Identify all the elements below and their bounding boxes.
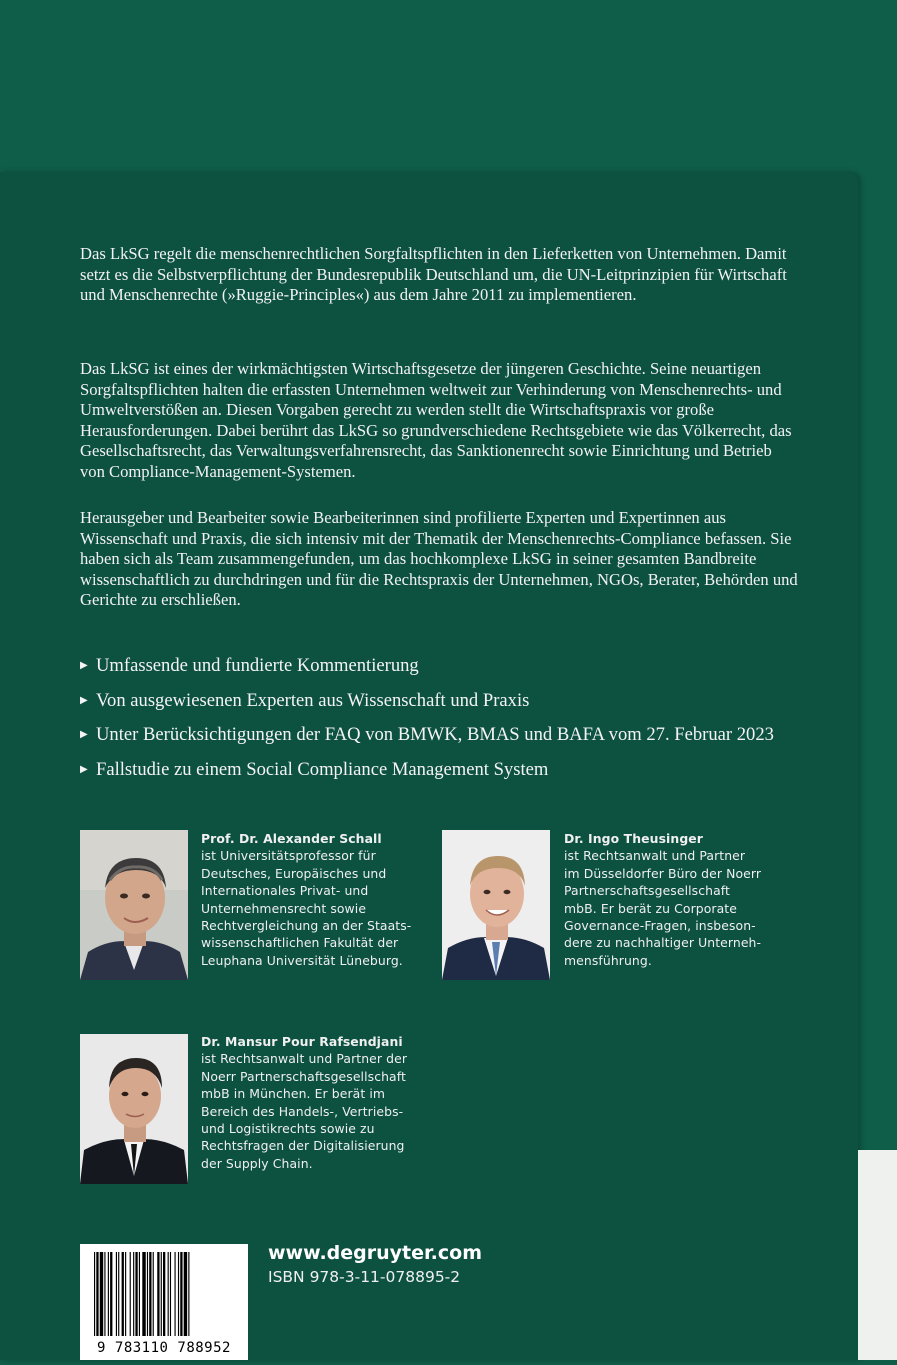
- triangle-bullet-icon: ▶: [80, 729, 88, 740]
- feature-item: [80, 654, 774, 689]
- feature-item: [80, 723, 774, 758]
- feature-list: [80, 654, 774, 792]
- triangle-bullet-icon: ▶: [80, 694, 88, 706]
- author-photo-schall: [80, 830, 188, 980]
- page-edge-strip: [858, 1150, 897, 1360]
- feature-item: [80, 689, 774, 724]
- description-paragraph-2: Das LkSG ist eines der wirkmächtigsten Wirtschaftsgesetze der jüngeren Geschichte. Seine neuartigen Sorgfaltspflichten halten die erfassten Unternehmen weltweit zur Verhinderung von Menschenrechts- und Umweltverstößen an. Diesen Vorgaben gerecht zu werden stellt die Wirtschaftspraxis vor große Herausforderungen. Dabei berührt das LkSG so grundverschiedene Rechtsgebiete wie das Völkerrecht, das Gesellschaftsrecht, das Verwaltungsverfahrensrecht, das Sanktionenrecht sowie Einrichtung und Betrieb von Compliance-Management-Systemen.: [80, 359, 792, 481]
- author-bio-schall: [201, 830, 441, 969]
- author-description: ist Rechtsanwalt und Partner der Noerr Partnerschaftsgesellschaft mbB in München. Er berät im Bereich des Handels-, Vertriebs- und Logistikrechts sowie zu Rechtsfragen der Digitalisierung der Supply Chain.: [201, 1051, 408, 1171]
- author-bio-theusinger: [564, 830, 804, 969]
- description-paragraph-3: Herausgeber und Bearbeiter sowie Bearbeiterinnen sind profilierte Experten und Expertinnen aus Wissenschaft und Praxis, die sich intensiv mit der Thematik der Menschenrechts-Compliance befassen. Sie haben sich als Team zusammengefunden, um das hochkomplexe LkSG in seiner gesamten Bandbreite wissenschaftlich zu durchdringen und für die Rechtspraxis der Unternehmen, NGOs, Berater, Behörden und Gerichte zu erschließen.: [80, 508, 798, 610]
- barcode-digits: 9 783110 788952: [97, 1340, 231, 1356]
- feature-item: [80, 758, 774, 793]
- author-description: ist Rechtsanwalt und Partner im Düsseldorfer Büro der Noerr Partnerschaftsgesellschaft mbB. Er berät zu Corporate Governance-Fragen, insbeson- dere zu nachhaltiger Unterneh- mensführung.: [564, 848, 762, 968]
- triangle-bullet-icon: ▶: [80, 763, 88, 775]
- feature-text: Unter Berücksichtigungen der FAQ von BMWK, BMAS und BAFA vom 27. Februar 2023: [96, 724, 774, 745]
- publisher-website[interactable]: www.degruyter.com: [268, 1242, 482, 1264]
- author-bio-rafsendjani: [201, 1033, 441, 1172]
- feature-text: Umfassende und fundierte Kommentierung: [96, 655, 419, 676]
- author-photo-theusinger: [442, 830, 550, 980]
- feature-text: Fallstudie zu einem Social Compliance Management System: [96, 758, 549, 780]
- author-name: Dr. Mansur Pour Rafsendjani: [201, 1034, 403, 1049]
- author-name: Prof. Dr. Alexander Schall: [201, 831, 382, 846]
- isbn-number: ISBN 978-3-11-078895-2: [268, 1268, 461, 1286]
- isbn-barcode: [80, 1244, 248, 1360]
- author-name: Dr. Ingo Theusinger: [564, 831, 704, 846]
- author-description: ist Universitätsprofessor für Deutsches, Europäisches und Internationales Privat- und Unternehmensrecht sowie Rechtvergleichung an der Staats- wissenschaftlichen Fakultät der Leuphana Universität Lüneburg.: [201, 848, 412, 968]
- description-paragraph-1: Das LkSG regelt die menschenrechtlichen Sorgfaltspflichten in den Lieferketten von Unternehmen. Damit setzt es die Selbstverpflichtung der Bundesrepublik Deutschland um, die UN-Leitprinzipien für Wirtschaft und Menschenrechte (»Ruggie-Principles«) aus dem Jahre 2011 zu implementieren.: [80, 244, 787, 305]
- author-photo-rafsendjani: [80, 1034, 188, 1184]
- feature-text: Von ausgewiesenen Experten aus Wissenschaft und Praxis: [96, 689, 530, 711]
- triangle-bullet-icon: ▶: [80, 660, 88, 671]
